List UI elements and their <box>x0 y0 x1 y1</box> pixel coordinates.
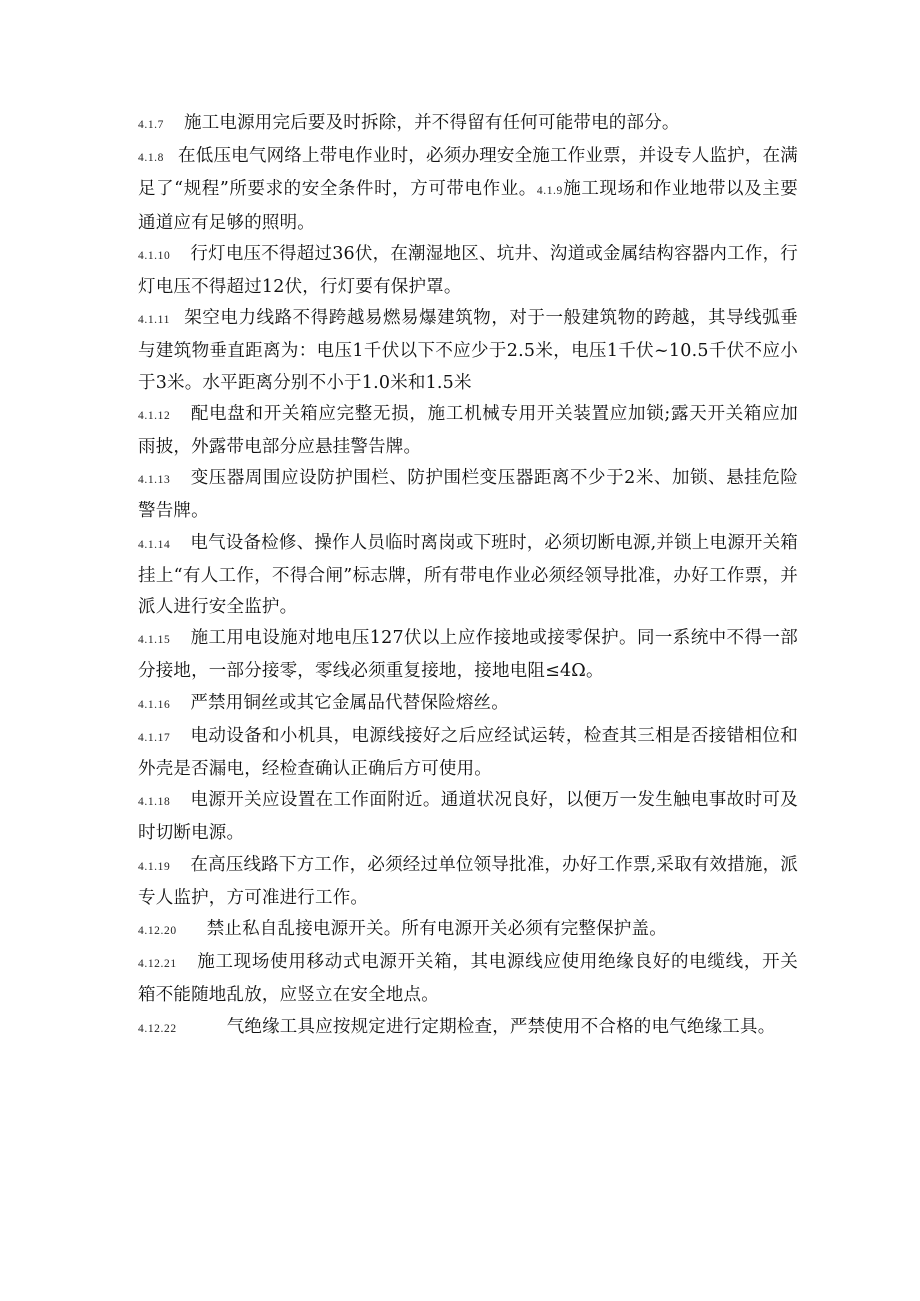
clause-4-12-21 <box>138 947 798 1011</box>
clause-number: 4.1.16 <box>138 698 171 711</box>
clause-number: 4.12.20 <box>138 925 177 938</box>
clause-4-1-19 <box>138 850 798 914</box>
clause-number: 4.1.11 <box>138 314 170 327</box>
clause-number-inline: 4.1.9 <box>536 185 563 198</box>
clause-text: 行灯电压不得超过36伏，在潮湿地区、坑井、沟道或金属结构容器内工作，行灯电压不得超过12伏，行灯要有保护罩。 <box>138 243 798 298</box>
clause-text: 在高压线路下方工作，必须经过单位领导批准，办好工作票,采取有效措施，派专人监护，方可准进行工作。 <box>138 854 798 908</box>
clause-4-1-16 <box>138 688 798 721</box>
clause-number: 4.1.7 <box>138 119 164 131</box>
clause-text: 电动设备和小机具，电源线接好之后应经试运转，检查其三相是否接错相位和外壳是否漏电，经检查确认正确后方可使用。 <box>138 725 798 780</box>
clause-number: 4.12.21 <box>138 958 177 971</box>
clause-number: 4.1.10 <box>138 249 171 262</box>
document-body <box>138 108 798 1045</box>
clause-text: 严禁用铜丝或其它金属品代替保险熔丝。 <box>190 692 509 713</box>
clause-text: 气绝缘工具应按规定进行定期检查，严禁使用不合格的电气绝缘工具。 <box>226 1016 776 1037</box>
clause-number: 4.1.12 <box>138 409 171 422</box>
clause-text: 施工用电设施对地电压127伏以上应作接地或接零保护。同一系统中不得一部分接地，一部分接零，零线必须重复接地，接地电阻≤4Ω。 <box>138 628 798 682</box>
clause-text: 架空电力线路不得跨越易燃易爆建筑物，对于一般建筑物的跨越，其导线弧垂与建筑物垂直距离为：电压1千伏以下不应少于2.5米，电压1千伏~10.5千伏不应小于3米。水平距离分别不小于1.0米和1.5米 <box>138 308 798 393</box>
clause-text: 禁止私自乱接电源开关。所有电源开关必须有完整保护盖。 <box>206 919 667 940</box>
clause-4-1-18 <box>138 785 798 849</box>
clause-text-inline: 施工现场和作业地带以及主要通道应有足够的照明。 <box>138 179 798 233</box>
clause-number: 4.1.19 <box>138 860 171 873</box>
clause-number: 4.12.22 <box>138 1022 177 1035</box>
clause-number: 4.1.18 <box>138 796 171 809</box>
clause-4-1-17 <box>138 721 798 785</box>
clause-4-1-14 <box>138 528 798 624</box>
clause-number: 4.1.14 <box>138 538 171 551</box>
clause-number: 4.1.15 <box>138 634 171 647</box>
clause-number: 4.1.17 <box>138 731 171 744</box>
clause-text: 变压器周围应设防护围栏、防护围栏变压器距离不少于2米、加锁、悬挂危险警告牌。 <box>138 468 798 522</box>
clause-text: 施工现场使用移动式电源开关箱，其电源线应使用绝缘良好的电缆线，开关箱不能随地乱放，应竖立在安全地点。 <box>138 952 798 1006</box>
clause-text: 配电盘和开关箱应完整无损，施工机械专用开关装置应加锁;露天开关箱应加雨披，外露带电部分应悬挂警告牌。 <box>138 403 798 458</box>
clause-text: 施工电源用完后要及时拆除，并不得留有任何可能带电的部分。 <box>184 113 680 133</box>
clause-number: 4.1.8 <box>138 152 164 165</box>
clause-4-1-12 <box>138 399 798 463</box>
clause-4-1-13 <box>138 463 798 527</box>
clause-4-12-20 <box>138 914 798 947</box>
clause-text: 电源开关应设置在工作面附近。通道状况良好，以便万一发生触电事故时可及时切断电源。 <box>138 790 798 844</box>
clause-text: 电气设备检修、操作人员临时离岗或下班时，必须切断电源,并锁上电源开关箱挂上“有人工作，不得合闸”标志牌，所有带电作业必须经领导批准，办好工作票，并派人进行安全监护。 <box>138 532 798 618</box>
clause-4-1-11 <box>138 303 798 399</box>
clause-4-1-8 <box>138 141 798 239</box>
clause-4-1-7 <box>138 108 798 141</box>
clause-4-1-10 <box>138 239 798 303</box>
clause-4-1-15 <box>138 623 798 687</box>
clause-text: 在低压电气网络上带电作业时，必须办理安全施工作业票，并设专人监护，在满足了“规程”所要求的安全条件时，方可带电作业。 <box>138 146 798 200</box>
clause-number: 4.1.13 <box>138 474 171 487</box>
clause-4-12-22 <box>138 1012 798 1045</box>
